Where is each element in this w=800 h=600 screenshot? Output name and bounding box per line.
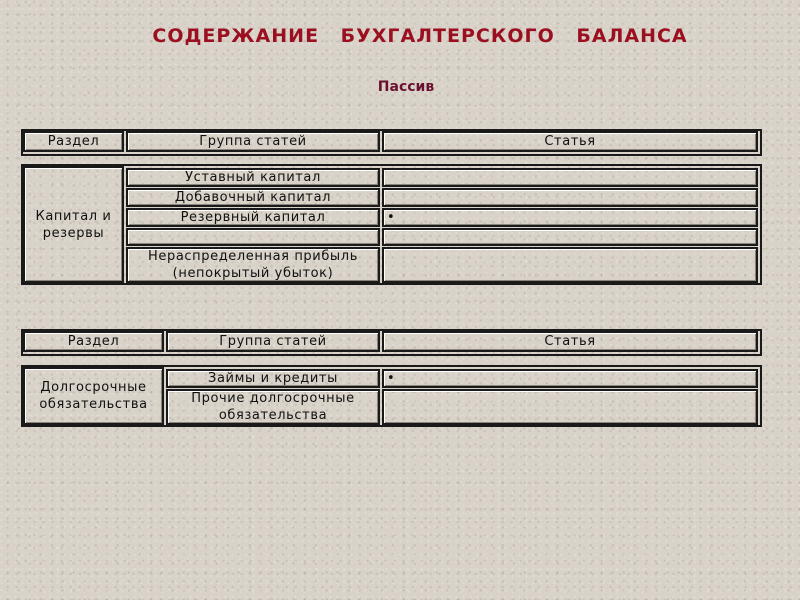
- page-title: СОДЕРЖАНИЕ БУХГАЛТЕРСКОГО БАЛАНСА: [152, 25, 688, 47]
- table1-article-row: [382, 168, 758, 187]
- table1-header-group: Группа статей: [126, 131, 380, 152]
- table1-group-row: [126, 228, 380, 246]
- table2-section-cell: Долгосрочные обязательства: [23, 367, 164, 425]
- subtitle: Пассив: [377, 79, 435, 95]
- table1-group-row: Резервный капитал: [126, 208, 380, 227]
- table2-header-article: Статья: [382, 331, 758, 352]
- table1-article-row: [382, 247, 758, 283]
- table1-article-row: [382, 228, 758, 246]
- table1-section-cell: Капитал и резервы: [23, 166, 124, 283]
- table2-header-section: Раздел: [23, 331, 164, 352]
- table2-group-row: Прочие долгосрочные обязательства: [166, 389, 380, 425]
- table2-group-row: Займы и кредиты: [166, 369, 380, 388]
- table1-group-row: Нераспределенная прибыль (непокрытый убыток): [126, 247, 380, 283]
- table1-header-section: Раздел: [23, 131, 124, 152]
- table2-article-row: •: [382, 369, 758, 388]
- table1-group-row: Уставный капитал: [126, 168, 380, 187]
- table1-article-row: [382, 188, 758, 207]
- table1-article-row: •: [382, 208, 758, 227]
- table2-header-group: Группа статей: [166, 331, 380, 352]
- table2-article-row: [382, 389, 758, 425]
- table1-header-article: Статья: [382, 131, 758, 152]
- table1-group-row: Добавочный капитал: [126, 188, 380, 207]
